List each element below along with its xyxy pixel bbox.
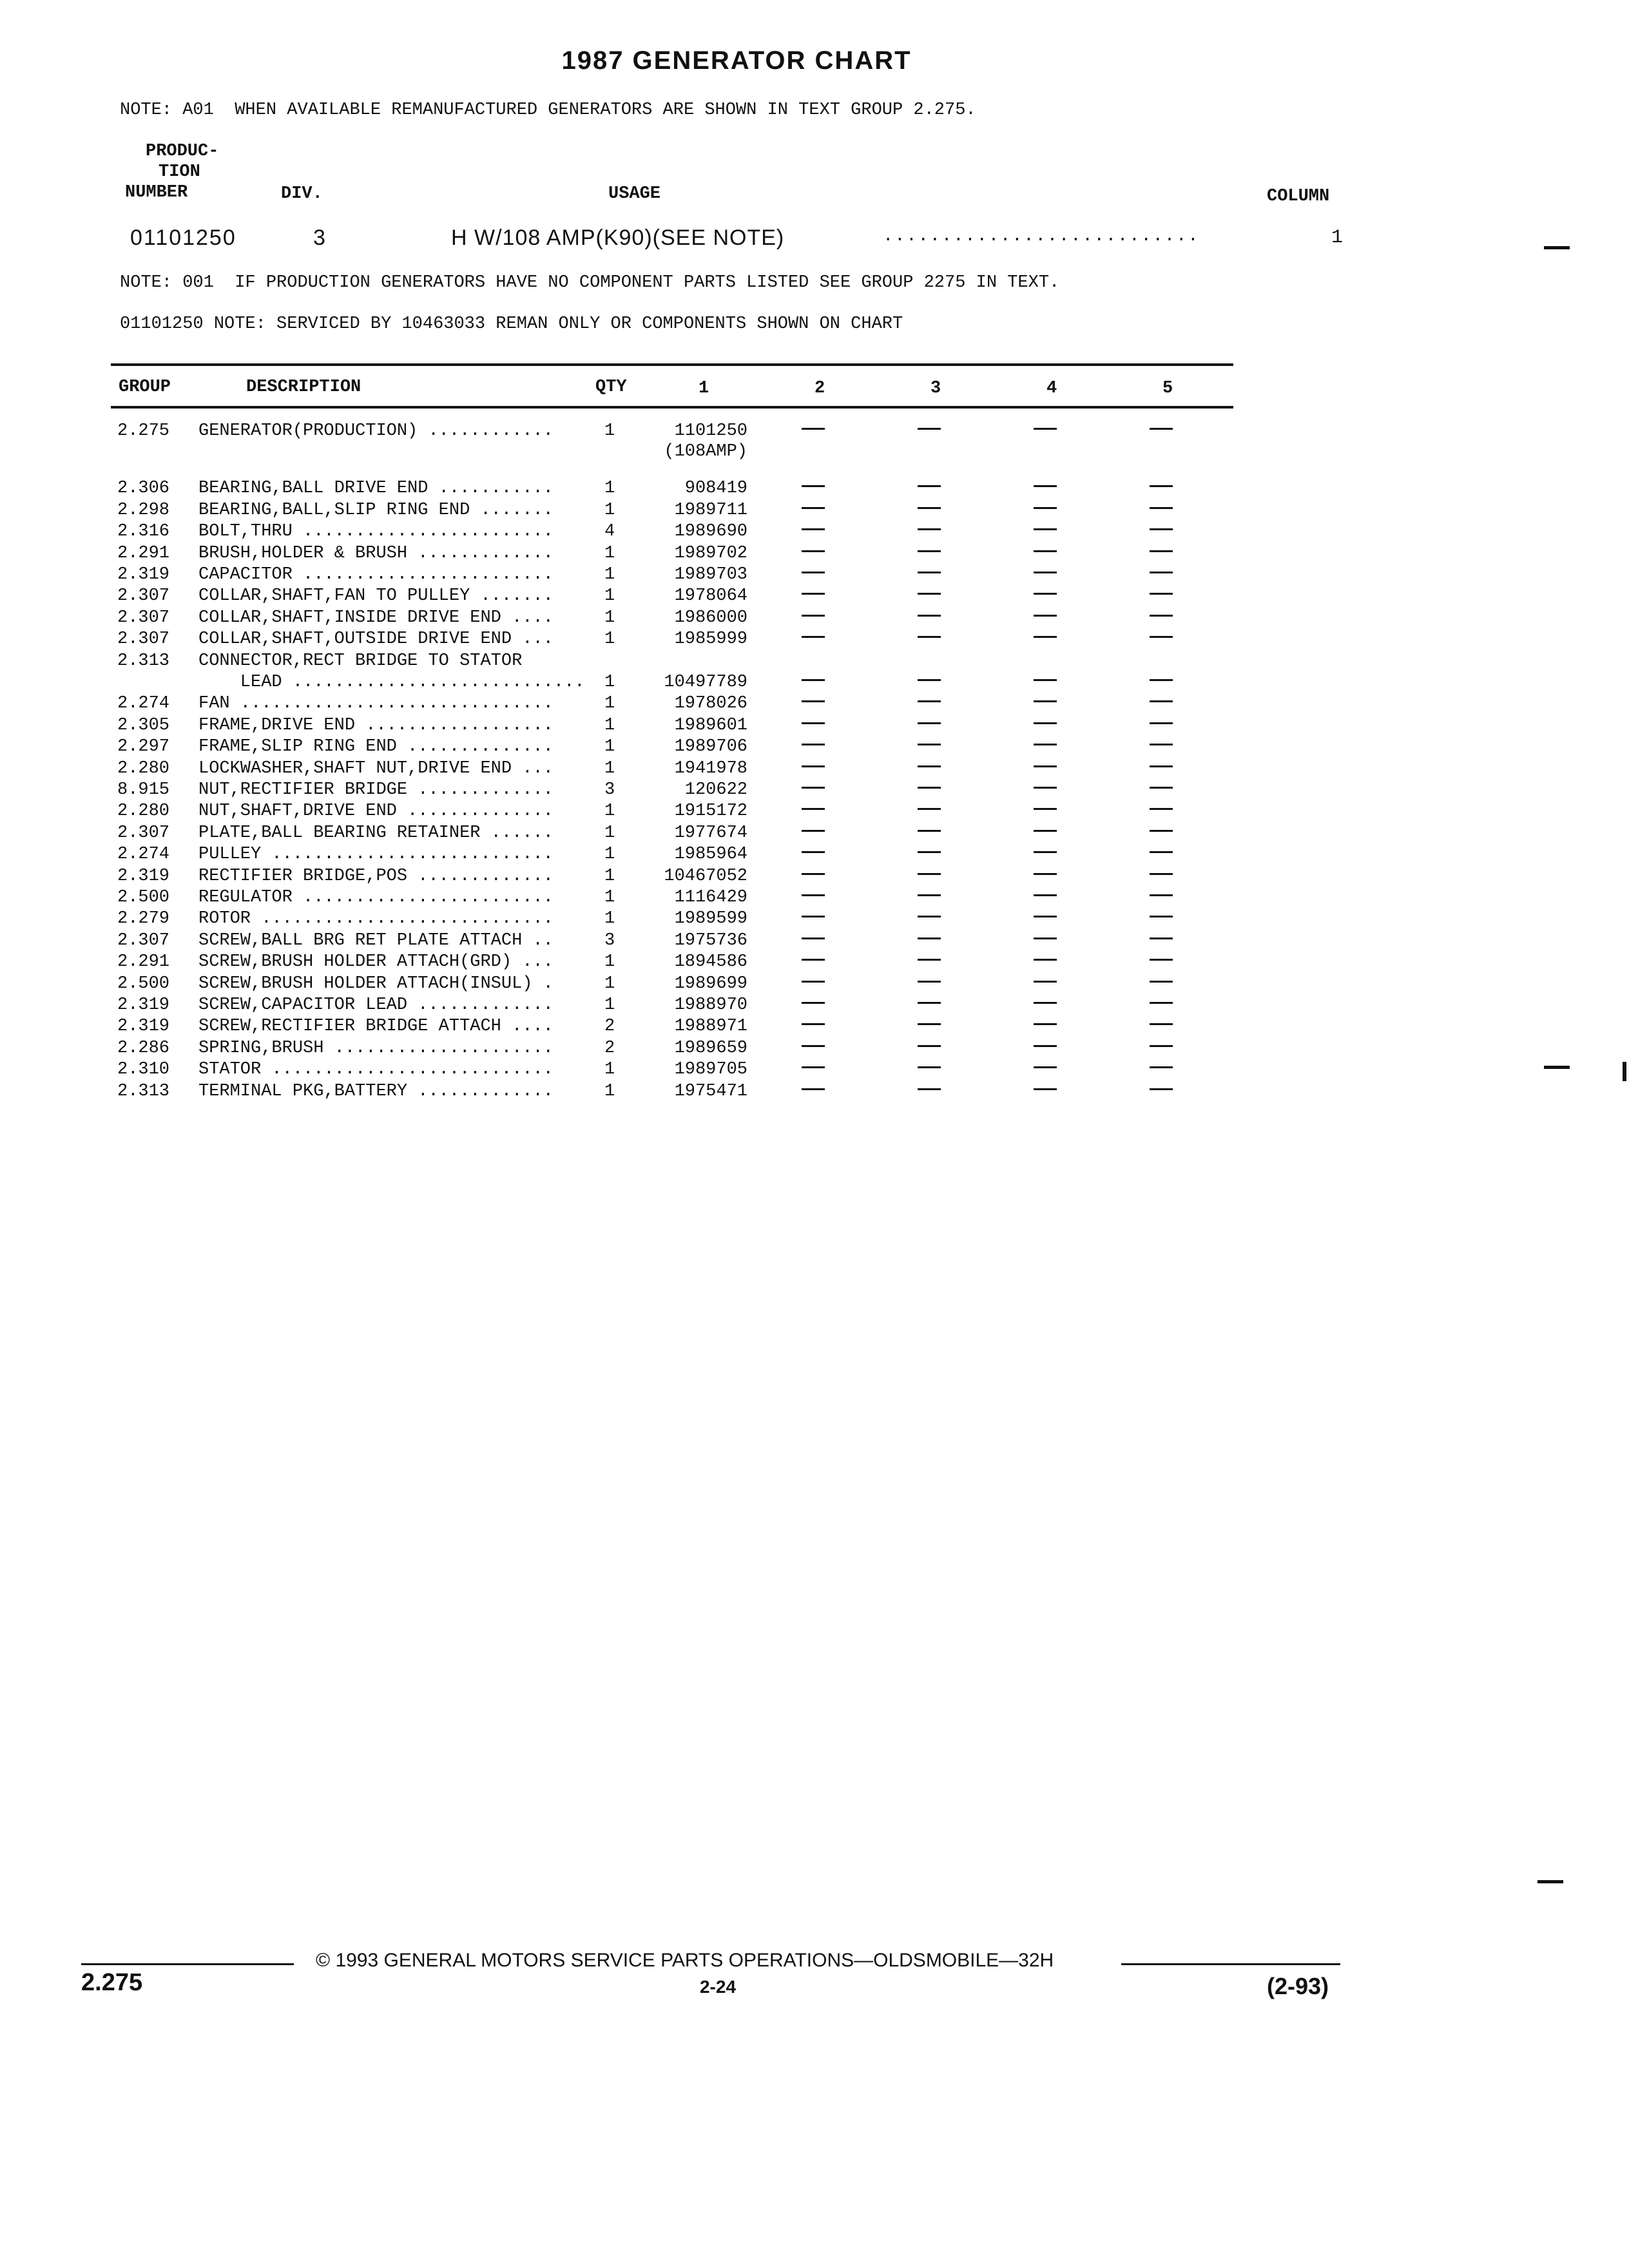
part-number-cell: 1989706 (674, 737, 747, 756)
qty-cell: 1 (604, 629, 615, 649)
empty-column-dash-2 (802, 916, 825, 918)
empty-column-dash-3 (918, 1045, 941, 1047)
part-number-cell: 1989690 (674, 522, 747, 541)
header-div: DIV. (281, 184, 323, 204)
table-header-col-3: 3 (930, 379, 941, 398)
margin-mark (1544, 1066, 1570, 1069)
production-number: 01101250 (130, 226, 236, 250)
empty-column-dash-4 (1034, 1023, 1057, 1025)
page-title: 1987 GENERATOR CHART (561, 46, 912, 75)
qty-cell: 1 (604, 802, 615, 821)
empty-column-dash-4 (1034, 593, 1057, 595)
description-cell: NUT,SHAFT,DRIVE END .............. (198, 802, 554, 821)
qty-cell: 4 (604, 522, 615, 541)
group-cell: 2.280 (117, 802, 170, 821)
description-cell: LEAD ............................ (198, 673, 585, 692)
empty-column-dash-4 (1034, 851, 1057, 853)
note-001: NOTE: 001 IF PRODUCTION GENERATORS HAVE NO COMPONENT PARTS LISTED SEE GROUP 2275 IN TEXT. (120, 273, 1060, 293)
empty-column-dash-5 (1150, 1002, 1173, 1004)
group-cell: 8.915 (117, 780, 170, 800)
empty-column-dash-5 (1150, 959, 1173, 961)
empty-column-dash-2 (802, 1002, 825, 1004)
empty-column-dash-5 (1150, 830, 1173, 832)
table-row (0, 651, 1353, 673)
group-cell: 2.307 (117, 931, 170, 950)
empty-column-dash-5 (1150, 808, 1173, 810)
empty-column-dash-5 (1150, 528, 1173, 530)
qty-cell: 1 (604, 867, 615, 886)
empty-column-dash-3 (918, 959, 941, 961)
header-production-line1: PRODUC- (146, 142, 219, 161)
empty-column-dash-4 (1034, 507, 1057, 509)
qty-cell: 1 (604, 888, 615, 907)
empty-column-dash-2 (802, 937, 825, 939)
empty-column-dash-2 (802, 485, 825, 487)
qty-cell: 1 (604, 909, 615, 928)
note-a01: NOTE: A01 WHEN AVAILABLE REMANUFACTURED GENERATORS ARE SHOWN IN TEXT GROUP 2.275. (120, 101, 976, 120)
empty-column-dash-3 (918, 615, 941, 617)
empty-column-dash-2 (802, 507, 825, 509)
header-production-line3: NUMBER (125, 183, 188, 202)
empty-column-dash-5 (1150, 636, 1173, 638)
group-cell: 2.307 (117, 629, 170, 649)
table-row (0, 845, 1353, 867)
empty-column-dash-5 (1150, 485, 1173, 487)
part-number-cell: 1989599 (674, 909, 747, 928)
table-row (0, 544, 1353, 566)
empty-column-dash-5 (1150, 615, 1173, 617)
footer-rule-left (81, 1963, 294, 1965)
empty-column-dash-2 (802, 572, 825, 573)
header-usage: USAGE (608, 184, 661, 204)
description-cell: SCREW,BALL BRG RET PLATE ATTACH .. (198, 931, 554, 950)
qty-cell: 2 (604, 1039, 615, 1058)
description-cell: SCREW,CAPACITOR LEAD ............. (198, 995, 554, 1015)
empty-column-dash-5 (1150, 916, 1173, 918)
group-cell: 2.305 (117, 716, 170, 735)
empty-column-dash-4 (1034, 894, 1057, 896)
group-cell: 2.319 (117, 995, 170, 1015)
description-cell: COLLAR,SHAFT,FAN TO PULLEY ....... (198, 586, 554, 606)
empty-column-dash-4 (1034, 615, 1057, 617)
empty-column-dash-4 (1034, 679, 1057, 681)
part-number-cell: 1989659 (674, 1039, 747, 1058)
empty-column-dash-4 (1034, 572, 1057, 573)
group-cell: 2.298 (117, 501, 170, 520)
production-column: 1 (1331, 227, 1344, 249)
table-row (0, 931, 1353, 953)
empty-column-dash-2 (802, 528, 825, 530)
table-row (0, 952, 1353, 974)
table-row (0, 694, 1353, 716)
qty-cell: 1 (604, 952, 615, 972)
empty-column-dash-2 (802, 615, 825, 617)
empty-column-dash-2 (802, 722, 825, 724)
group-cell: 2.291 (117, 952, 170, 972)
qty-cell: 1 (604, 694, 615, 713)
group-cell: 2.307 (117, 608, 170, 628)
footer-section-number: 2.275 (81, 1969, 143, 1996)
empty-column-dash-4 (1034, 485, 1057, 487)
empty-column-dash-4 (1034, 873, 1057, 875)
description-cell: BEARING,BALL,SLIP RING END ....... (198, 501, 554, 520)
description-cell: COLLAR,SHAFT,OUTSIDE DRIVE END ... (198, 629, 554, 649)
footer-page-number: 2-24 (699, 1977, 737, 1997)
note-serviced: 01101250 NOTE: SERVICED BY 10463033 REMAN ONLY OR COMPONENTS SHOWN ON CHART (120, 314, 903, 334)
qty-cell: 1 (604, 673, 615, 692)
empty-column-dash-3 (918, 808, 941, 810)
empty-column-dash-2 (802, 787, 825, 789)
empty-column-dash-4 (1034, 937, 1057, 939)
empty-column-dash-2 (802, 744, 825, 745)
description-cell: CONNECTOR,RECT BRIDGE TO STATOR (198, 651, 523, 671)
empty-column-dash-4 (1034, 959, 1057, 961)
group-cell: 2.279 (117, 909, 170, 928)
empty-column-dash-2 (802, 700, 825, 702)
empty-column-dash-5 (1150, 1023, 1173, 1025)
empty-column-dash-3 (918, 830, 941, 832)
empty-column-dash-2 (802, 593, 825, 595)
table-row (0, 780, 1353, 802)
empty-column-dash-3 (918, 700, 941, 702)
qty-cell: 1 (604, 716, 615, 735)
description-cell: FRAME,DRIVE END .................. (198, 716, 554, 735)
part-number-note-cell: (108AMP) (664, 442, 747, 461)
qty-cell: 1 (604, 479, 615, 498)
description-cell: GENERATOR(PRODUCTION) ............ (198, 421, 554, 441)
description-cell: LOCKWASHER,SHAFT NUT,DRIVE END ... (198, 759, 554, 778)
empty-column-dash-2 (802, 1023, 825, 1025)
part-number-cell: 1941978 (674, 759, 747, 778)
empty-column-dash-4 (1034, 981, 1057, 983)
empty-column-dash-5 (1150, 787, 1173, 789)
table-row (0, 909, 1353, 931)
empty-column-dash-3 (918, 937, 941, 939)
part-number-cell: 1989702 (674, 544, 747, 563)
empty-column-dash-3 (918, 1088, 941, 1090)
empty-column-dash-2 (802, 428, 825, 430)
description-cell: PLATE,BALL BEARING RETAINER ...... (198, 823, 554, 843)
table-row (0, 1060, 1353, 1082)
part-number-cell: 1116429 (674, 888, 747, 907)
empty-column-dash-3 (918, 507, 941, 509)
part-number-cell: 1975471 (674, 1082, 747, 1101)
table-header-col-2: 2 (815, 379, 825, 398)
empty-column-dash-3 (918, 550, 941, 552)
table-header-description: DESCRIPTION (246, 378, 361, 397)
qty-cell: 1 (604, 1060, 615, 1079)
group-cell: 2.280 (117, 759, 170, 778)
empty-column-dash-2 (802, 550, 825, 552)
qty-cell: 2 (604, 1017, 615, 1036)
table-header-col-5: 5 (1162, 379, 1173, 398)
table-row (0, 716, 1353, 738)
empty-column-dash-5 (1150, 894, 1173, 896)
empty-column-dash-3 (918, 787, 941, 789)
description-cell: FRAME,SLIP RING END .............. (198, 737, 554, 756)
part-number-cell: 908419 (684, 479, 747, 498)
empty-column-dash-4 (1034, 916, 1057, 918)
empty-column-dash-4 (1034, 700, 1057, 702)
part-number-cell: 1985999 (674, 629, 747, 649)
description-cell: SPRING,BRUSH ..................... (198, 1039, 554, 1058)
empty-column-dash-2 (802, 1066, 825, 1068)
table-row (0, 479, 1353, 501)
empty-column-dash-5 (1150, 679, 1173, 681)
empty-column-dash-2 (802, 851, 825, 853)
group-cell: 2.274 (117, 845, 170, 864)
empty-column-dash-4 (1034, 528, 1057, 530)
part-number-cell: 1977674 (674, 823, 747, 843)
table-row (0, 586, 1353, 608)
group-cell: 2.319 (117, 565, 170, 584)
qty-cell: 1 (604, 565, 615, 584)
empty-column-dash-3 (918, 1002, 941, 1004)
part-number-cell: 1988971 (674, 1017, 747, 1036)
table-header-col-4: 4 (1046, 379, 1057, 398)
footer-rule-right (1121, 1963, 1340, 1965)
group-cell: 2.313 (117, 651, 170, 671)
empty-column-dash-2 (802, 894, 825, 896)
qty-cell: 1 (604, 608, 615, 628)
empty-column-dash-2 (802, 1045, 825, 1047)
group-cell: 2.316 (117, 522, 170, 541)
empty-column-dash-3 (918, 851, 941, 853)
margin-mark (1544, 246, 1570, 249)
table-row (0, 823, 1353, 845)
qty-cell: 1 (604, 845, 615, 864)
qty-cell: 1 (604, 759, 615, 778)
group-cell: 2.291 (117, 544, 170, 563)
empty-column-dash-5 (1150, 572, 1173, 573)
group-cell: 2.307 (117, 586, 170, 606)
empty-column-dash-3 (918, 528, 941, 530)
table-top-rule (111, 363, 1233, 366)
part-number-cell: 1989703 (674, 565, 747, 584)
empty-column-dash-4 (1034, 636, 1057, 638)
table-row (0, 608, 1353, 630)
header-production-line2: TION (159, 162, 200, 182)
empty-column-dash-3 (918, 593, 941, 595)
table-row (0, 888, 1353, 910)
empty-column-dash-4 (1034, 808, 1057, 810)
margin-mark (1623, 1062, 1626, 1081)
empty-column-dash-5 (1150, 593, 1173, 595)
empty-column-dash-5 (1150, 550, 1173, 552)
empty-column-dash-2 (802, 808, 825, 810)
empty-column-dash-5 (1150, 981, 1173, 983)
empty-column-dash-5 (1150, 428, 1173, 430)
empty-column-dash-3 (918, 722, 941, 724)
empty-column-dash-4 (1034, 765, 1057, 767)
table-header-col-1: 1 (699, 379, 709, 398)
empty-column-dash-4 (1034, 722, 1057, 724)
table-row (0, 867, 1353, 889)
empty-column-dash-3 (918, 485, 941, 487)
description-cell: COLLAR,SHAFT,INSIDE DRIVE END .... (198, 608, 554, 628)
table-header-qty: QTY (595, 378, 627, 397)
table-row (0, 759, 1353, 781)
part-number-cell: 1985964 (674, 845, 747, 864)
empty-column-dash-4 (1034, 744, 1057, 745)
group-cell: 2.286 (117, 1039, 170, 1058)
empty-column-dash-5 (1150, 851, 1173, 853)
production-usage: H W/108 AMP(K90)(SEE NOTE) (451, 226, 785, 250)
group-cell: 2.307 (117, 823, 170, 843)
empty-column-dash-5 (1150, 937, 1173, 939)
empty-column-dash-4 (1034, 1045, 1057, 1047)
group-cell: 2.297 (117, 737, 170, 756)
empty-column-dash-3 (918, 1066, 941, 1068)
description-cell: REGULATOR ........................ (198, 888, 554, 907)
qty-cell: 1 (604, 1082, 615, 1101)
qty-cell: 1 (604, 421, 615, 441)
group-cell: 2.310 (117, 1060, 170, 1079)
margin-mark (1537, 1880, 1563, 1883)
empty-column-dash-2 (802, 636, 825, 638)
part-number-cell: 1101250 (674, 421, 747, 441)
empty-column-dash-3 (918, 679, 941, 681)
part-number-cell: 120622 (684, 780, 747, 800)
description-cell: SCREW,BRUSH HOLDER ATTACH(GRD) ... (198, 952, 554, 972)
empty-column-dash-2 (802, 873, 825, 875)
empty-column-dash-3 (918, 916, 941, 918)
description-cell: CAPACITOR ........................ (198, 565, 554, 584)
part-number-cell: 1988970 (674, 995, 747, 1015)
table-row (0, 421, 1353, 461)
empty-column-dash-3 (918, 428, 941, 430)
table-row (0, 1082, 1353, 1104)
description-cell: BOLT,THRU ........................ (198, 522, 554, 541)
qty-cell: 3 (604, 931, 615, 950)
empty-column-dash-4 (1034, 830, 1057, 832)
description-cell: BRUSH,HOLDER & BRUSH ............. (198, 544, 554, 563)
empty-column-dash-5 (1150, 1066, 1173, 1068)
table-header-group: GROUP (119, 378, 171, 397)
empty-column-dash-5 (1150, 722, 1173, 724)
qty-cell: 3 (604, 780, 615, 800)
table-row (0, 802, 1353, 823)
empty-column-dash-2 (802, 959, 825, 961)
empty-column-dash-3 (918, 981, 941, 983)
part-number-cell: 1915172 (674, 802, 747, 821)
empty-column-dash-3 (918, 873, 941, 875)
empty-column-dash-3 (918, 744, 941, 745)
empty-column-dash-3 (918, 1023, 941, 1025)
description-cell: ROTOR ............................ (198, 909, 554, 928)
description-cell: SCREW,BRUSH HOLDER ATTACH(INSUL) . (198, 974, 554, 994)
footer-date: (2-93) (1267, 1973, 1329, 1999)
part-number-cell: 10497789 (664, 673, 747, 692)
description-cell: TERMINAL PKG,BATTERY ............. (198, 1082, 554, 1101)
part-number-cell: 1989699 (674, 974, 747, 994)
group-cell: 2.275 (117, 421, 170, 441)
table-row (0, 1039, 1353, 1061)
empty-column-dash-2 (802, 830, 825, 832)
empty-column-dash-5 (1150, 507, 1173, 509)
qty-cell: 1 (604, 544, 615, 563)
empty-column-dash-2 (802, 679, 825, 681)
empty-column-dash-4 (1034, 550, 1057, 552)
table-row (0, 565, 1353, 587)
part-number-cell: 1978026 (674, 694, 747, 713)
table-header-rule (111, 406, 1233, 408)
empty-column-dash-3 (918, 765, 941, 767)
group-cell: 2.306 (117, 479, 170, 498)
empty-column-dash-4 (1034, 428, 1057, 430)
description-cell: NUT,RECTIFIER BRIDGE ............. (198, 780, 554, 800)
empty-column-dash-3 (918, 894, 941, 896)
table-row (0, 522, 1353, 544)
group-cell: 2.274 (117, 694, 170, 713)
empty-column-dash-5 (1150, 1088, 1173, 1090)
empty-column-dash-4 (1034, 1002, 1057, 1004)
description-cell: PULLEY ........................... (198, 845, 554, 864)
empty-column-dash-4 (1034, 1066, 1057, 1068)
part-number-cell: 1986000 (674, 608, 747, 628)
part-number-cell: 1978064 (674, 586, 747, 606)
table-row (0, 737, 1353, 759)
table-row (0, 1017, 1353, 1039)
qty-cell: 1 (604, 823, 615, 843)
empty-column-dash-2 (802, 765, 825, 767)
table-row (0, 629, 1353, 651)
empty-column-dash-5 (1150, 744, 1173, 745)
production-div: 3 (313, 226, 325, 250)
empty-column-dash-4 (1034, 787, 1057, 789)
header-column: COLUMN (1267, 187, 1330, 206)
empty-column-dash-3 (918, 572, 941, 573)
part-number-cell: 10467052 (664, 867, 747, 886)
description-cell: FAN .............................. (198, 694, 554, 713)
empty-column-dash-5 (1150, 765, 1173, 767)
empty-column-dash-5 (1150, 1045, 1173, 1047)
group-cell: 2.500 (117, 974, 170, 994)
empty-column-dash-3 (918, 636, 941, 638)
table-row (0, 974, 1353, 996)
qty-cell: 1 (604, 995, 615, 1015)
group-cell: 2.319 (117, 867, 170, 886)
table-row (0, 995, 1353, 1017)
empty-column-dash-2 (802, 981, 825, 983)
group-cell: 2.313 (117, 1082, 170, 1101)
part-number-cell: 1989705 (674, 1060, 747, 1079)
table-row (0, 501, 1353, 523)
qty-cell: 1 (604, 586, 615, 606)
group-cell: 2.319 (117, 1017, 170, 1036)
part-number-cell: 1894586 (674, 952, 747, 972)
qty-cell: 1 (604, 501, 615, 520)
description-cell: SCREW,RECTIFIER BRIDGE ATTACH .... (198, 1017, 554, 1036)
part-number-cell: 1975736 (674, 931, 747, 950)
empty-column-dash-2 (802, 1088, 825, 1090)
qty-cell: 1 (604, 737, 615, 756)
empty-column-dash-4 (1034, 1088, 1057, 1090)
footer-copyright: © 1993 GENERAL MOTORS SERVICE PARTS OPERATIONS—OLDSMOBILE—32H (316, 1950, 1054, 1971)
empty-column-dash-5 (1150, 700, 1173, 702)
description-cell: STATOR ........................... (198, 1060, 554, 1079)
description-cell: RECTIFIER BRIDGE,POS ............. (198, 867, 554, 886)
part-number-cell: 1989711 (674, 501, 747, 520)
production-leader-dots: ........................... (883, 227, 1200, 246)
group-cell: 2.500 (117, 888, 170, 907)
description-cell: BEARING,BALL DRIVE END ........... (198, 479, 554, 498)
part-number-cell: 1989601 (674, 716, 747, 735)
table-row (0, 673, 1353, 695)
empty-column-dash-5 (1150, 873, 1173, 875)
qty-cell: 1 (604, 974, 615, 994)
